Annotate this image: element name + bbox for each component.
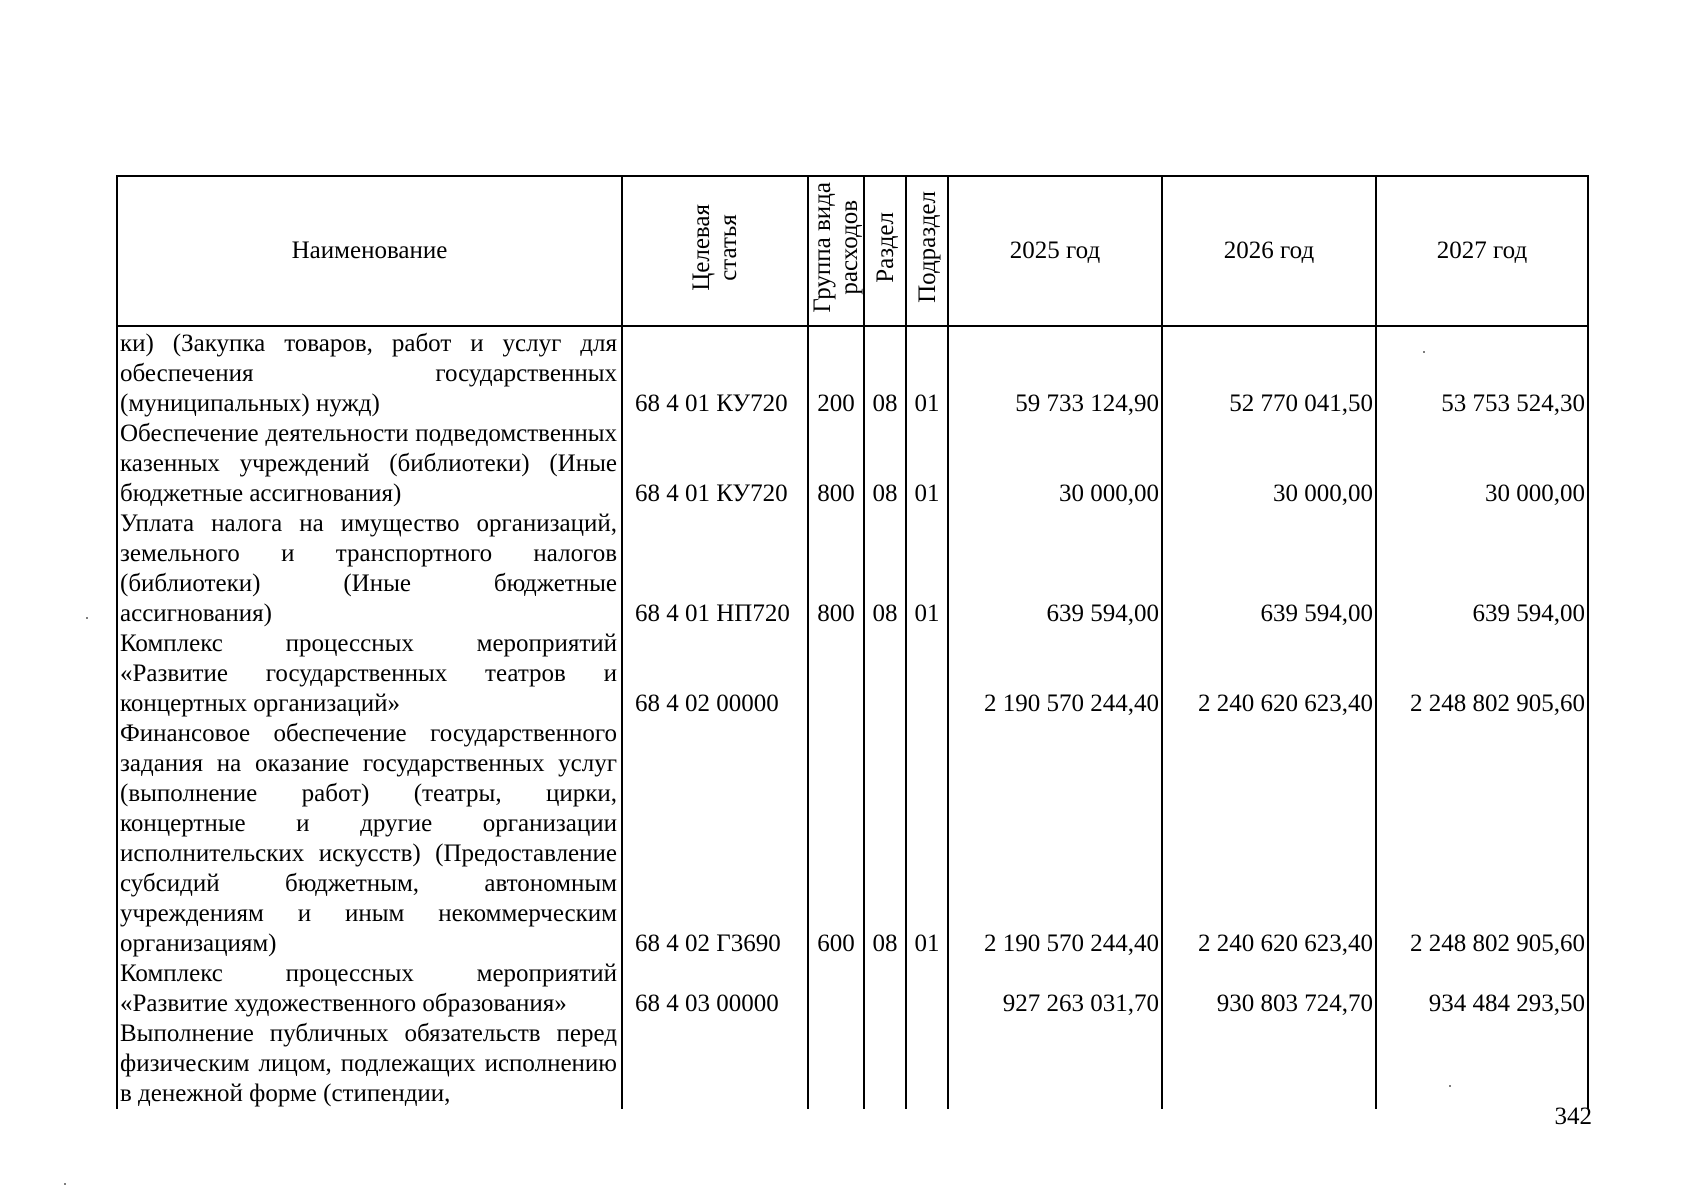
row-amount-2025 (948, 1019, 1162, 1109)
header-2027: 2027 год (1376, 176, 1588, 326)
row-section: 08 (864, 326, 906, 419)
row-amount-2025: 30 000,00 (948, 419, 1162, 509)
row-amount-2025: 2 190 570 244,40 (948, 629, 1162, 719)
row-name: Обеспечение деятельности подведомственных казенных учреждений (библиотеки) (Иные бюджетные ассигнования) (117, 419, 622, 509)
row-expense-group: 200 (808, 326, 864, 419)
row-amount-2026: 639 594,00 (1162, 509, 1376, 629)
row-amount-2026: 930 803 724,70 (1162, 959, 1376, 1019)
row-section (864, 629, 906, 719)
table-body (117, 326, 1588, 1109)
row-expense-group: 800 (808, 509, 864, 629)
row-name: Комплекс процессных мероприятий «Развитие художественного образования» (117, 959, 622, 1019)
scan-speck (64, 1183, 66, 1185)
table-row (117, 959, 1588, 1019)
header-target-line2: статья (715, 213, 742, 281)
row-section: 08 (864, 509, 906, 629)
row-amount-2025: 927 263 031,70 (948, 959, 1162, 1019)
row-subsection: 01 (906, 719, 948, 959)
row-amount-2026: 2 240 620 623,40 (1162, 719, 1376, 959)
row-subsection: 01 (906, 509, 948, 629)
row-target-code: 68 4 02 Г3690 (622, 719, 808, 959)
header-subsection-label: Подраздел (913, 191, 941, 303)
row-section: 08 (864, 719, 906, 959)
row-subsection (906, 629, 948, 719)
header-2026: 2026 год (1162, 176, 1376, 326)
row-subsection: 01 (906, 419, 948, 509)
scan-speck (86, 617, 88, 619)
row-name: ки) (Закупка товаров, работ и услуг для обеспечения государственных (муниципальных) нужд) (117, 326, 622, 419)
table-row (117, 719, 1588, 959)
scan-speck (1423, 351, 1425, 353)
row-amount-2027: 639 594,00 (1376, 509, 1588, 629)
table-header (117, 176, 1588, 326)
table-row (117, 629, 1588, 719)
row-amount-2026: 2 240 620 623,40 (1162, 629, 1376, 719)
row-amount-2026: 52 770 041,50 (1162, 326, 1376, 419)
row-amount-2026: 30 000,00 (1162, 419, 1376, 509)
row-amount-2027: 934 484 293,50 (1376, 959, 1588, 1019)
scan-speck (1449, 1085, 1451, 1087)
row-section: 08 (864, 419, 906, 509)
row-amount-2026 (1162, 1019, 1376, 1109)
row-section (864, 1019, 906, 1109)
table-row (117, 326, 1588, 419)
header-target-article (622, 176, 808, 326)
row-expense-group (808, 1019, 864, 1109)
header-name: Наименование (117, 176, 622, 326)
row-amount-2027: 30 000,00 (1376, 419, 1588, 509)
row-target-code (622, 1019, 808, 1109)
row-subsection (906, 1019, 948, 1109)
row-amount-2025: 59 733 124,90 (948, 326, 1162, 419)
row-expense-group: 600 (808, 719, 864, 959)
table-row (117, 1019, 1588, 1109)
row-target-code: 68 4 01 КУ720 (622, 326, 808, 419)
header-section-label: Раздел (871, 211, 899, 283)
row-target-code: 68 4 02 00000 (622, 629, 808, 719)
row-amount-2027: 2 248 802 905,60 (1376, 719, 1588, 959)
row-amount-2027: 53 753 524,30 (1376, 326, 1588, 419)
row-amount-2025: 639 594,00 (948, 509, 1162, 629)
row-target-code: 68 4 01 КУ720 (622, 419, 808, 509)
header-expense-group (808, 176, 864, 326)
header-section (864, 176, 906, 326)
row-expense-group (808, 959, 864, 1019)
page-number: 342 (1554, 1103, 1592, 1130)
header-subsection (906, 176, 948, 326)
header-group-line2: расходов (836, 199, 863, 295)
header-target-line1: Целевая (688, 203, 715, 291)
budget-table (116, 175, 1589, 1109)
row-name: Финансовое обеспечение государственного задания на оказание государственных услуг (выполнение работ) (театры, цирки, концертные и другие организации исполнительских искусств) (Предоставление субсидий бюджетным, автономным учреждениям и иным некоммерческим организациям) (117, 719, 622, 959)
row-amount-2025: 2 190 570 244,40 (948, 719, 1162, 959)
row-amount-2027: 2 248 802 905,60 (1376, 629, 1588, 719)
table-row (117, 509, 1588, 629)
row-name: Комплекс процессных мероприятий «Развитие государственных театров и концертных организаций» (117, 629, 622, 719)
row-subsection (906, 959, 948, 1019)
header-2025: 2025 год (948, 176, 1162, 326)
header-group-line1: Группа вида (809, 181, 836, 313)
row-target-code: 68 4 01 НП720 (622, 509, 808, 629)
row-subsection: 01 (906, 326, 948, 419)
table-row (117, 419, 1588, 509)
row-section (864, 959, 906, 1019)
row-amount-2027 (1376, 1019, 1588, 1109)
row-expense-group: 800 (808, 419, 864, 509)
row-target-code: 68 4 03 00000 (622, 959, 808, 1019)
row-name: Уплата налога на имущество организаций, земельного и транспортного налогов (библиотеки) (Иные бюджетные ассигнования) (117, 509, 622, 629)
row-name: Выполнение публичных обязательств перед физическим лицом, подлежащих исполнению в денежной форме (стипендии, (117, 1019, 622, 1109)
row-expense-group (808, 629, 864, 719)
